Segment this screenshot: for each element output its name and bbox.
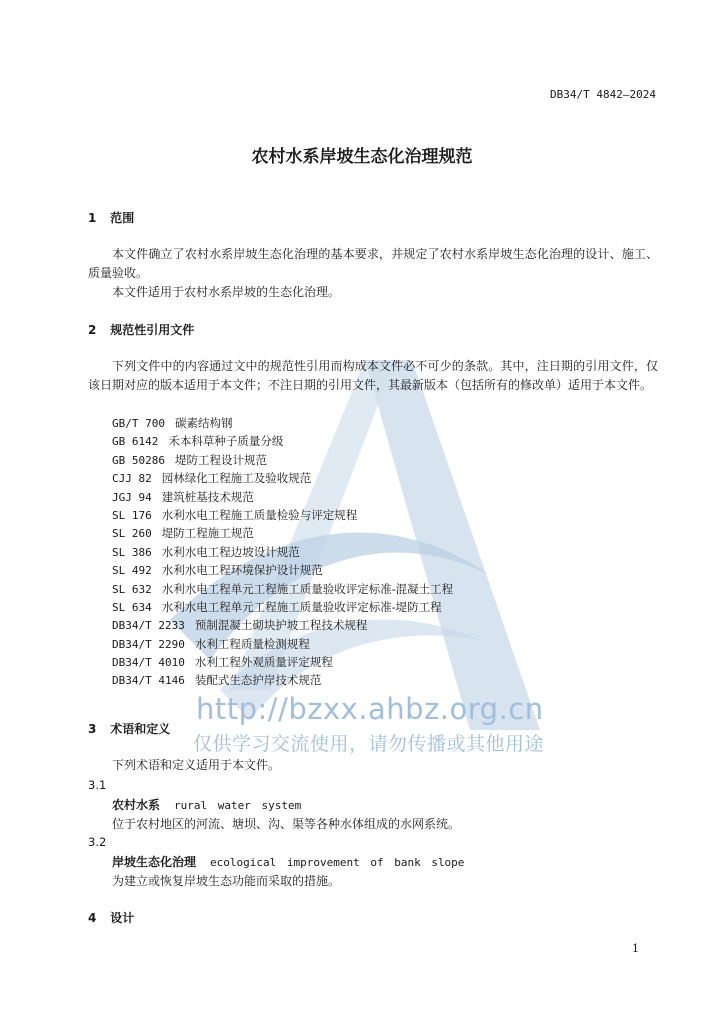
- term-chinese: 农村水系: [112, 798, 161, 812]
- reference-code: JGJ 94: [112, 490, 152, 504]
- reference-title: 水利水电工程单元工程施工质量验收评定标准-混凝土工程: [161, 581, 454, 596]
- list-item: [112, 653, 453, 671]
- list-item: [112, 616, 453, 634]
- reference-title: 预制混凝土砌块护坡工程技术规程: [194, 618, 368, 633]
- section-title: 规范性引用文件: [110, 323, 195, 337]
- list-item: [112, 671, 453, 689]
- list-item: [112, 543, 453, 561]
- reference-title: 水利水电工程环境保护设计规范: [161, 563, 323, 578]
- list-item: [112, 451, 453, 469]
- reference-code: SL 492: [112, 564, 152, 578]
- term-entry: [112, 853, 464, 870]
- reference-title: 禾本科草种子质量分级: [168, 434, 284, 449]
- section-title: 设计: [110, 911, 135, 925]
- reference-code: SL 176: [112, 508, 152, 522]
- section-heading-design: [88, 909, 134, 926]
- reference-title: 水利工程外观质量评定规程: [194, 655, 333, 670]
- reference-code: DB34/T 2233: [112, 619, 185, 633]
- section-number: 4: [88, 911, 97, 925]
- term-entry: [112, 796, 301, 813]
- document-title: 农村水系岸坡生态化治理规范: [251, 147, 473, 167]
- reference-title: 装配式生态护岸技术规范: [194, 673, 322, 688]
- reference-code: SL 632: [112, 582, 152, 596]
- reference-title: 水利水电工程边坡设计规范: [161, 544, 300, 559]
- reference-title: 水利工程质量检测规程: [194, 636, 310, 651]
- reference-code: DB34/T 4010: [112, 656, 185, 670]
- term-chinese: 岸坡生态化治理: [112, 855, 197, 869]
- list-item: [112, 524, 453, 542]
- reference-code: SL 260: [112, 527, 152, 541]
- term-number: 3.2: [88, 835, 107, 849]
- term-english: rural water system: [174, 799, 302, 812]
- section-heading-terms: [88, 720, 170, 737]
- reference-list: [112, 414, 453, 690]
- watermark-notice: 仅供学习交流使用，请勿传播或其他用途: [193, 733, 545, 755]
- term-definition: 位于农村地区的河流、塘坝、沟、渠等各种水体组成的水网系统。: [112, 817, 461, 831]
- watermark-url: http://bzxx.ahbz.org.cn: [196, 692, 544, 726]
- scope-paragraph-2: 本文件适用于农村水系岸坡的生态化治理。: [112, 285, 341, 299]
- section-heading-scope: [88, 209, 134, 226]
- term-definition: 为建立或恢复岸坡生态功能而采取的措施。: [112, 874, 341, 888]
- section-number: 2: [88, 323, 97, 337]
- list-item: [112, 506, 453, 524]
- reference-title: 水利水电工程施工质量检验与评定规程: [161, 507, 358, 522]
- list-item: [112, 488, 453, 506]
- list-item: [112, 580, 453, 598]
- scope-paragraph-1: 本文件确立了农村水系岸坡生态化治理的基本要求，并规定了农村水系岸坡生态化治理的设计、施工、质量验收。: [88, 247, 658, 280]
- reference-code: DB34/T 2290: [112, 637, 185, 651]
- normative-references-intro: 下列文件中的内容通过文中的规范性引用而构成本文件必不可少的条款。其中，注日期的引用文件，仅该日期对应的版本适用于本文件；不注日期的引用文件，其最新版本（包括所有的修改单）适用于本文件。: [88, 359, 658, 392]
- list-item: [112, 432, 453, 450]
- term-number: 3.1: [88, 778, 107, 792]
- term-english: ecological improvement of bank slope: [210, 856, 465, 869]
- section-number: 1: [88, 211, 97, 225]
- list-item: [112, 469, 453, 487]
- reference-code: SL 634: [112, 600, 152, 614]
- standard-code: DB34/T 4842—2024: [550, 88, 656, 101]
- reference-code: DB34/T 4146: [112, 674, 185, 688]
- section-title: 范围: [110, 211, 135, 225]
- list-item: [112, 414, 453, 432]
- reference-title: 堤防工程施工规范: [161, 526, 254, 541]
- page-number: 1: [632, 942, 639, 955]
- section-number: 3: [88, 722, 97, 736]
- terms-intro: 下列术语和定义适用于本文件。: [112, 758, 281, 772]
- reference-code: SL 386: [112, 545, 152, 559]
- reference-title: 水利水电工程单元工程施工质量验收评定标准-堤防工程: [161, 599, 442, 614]
- list-item: [112, 598, 453, 616]
- reference-code: CJJ 82: [112, 472, 152, 486]
- list-item: [112, 561, 453, 579]
- reference-title: 堤防工程设计规范: [174, 452, 267, 467]
- section-title: 术语和定义: [110, 722, 171, 736]
- reference-code: GB/T 700: [112, 417, 165, 430]
- list-item: [112, 635, 453, 653]
- reference-title: 碳素结构钢: [174, 416, 233, 430]
- reference-code: GB 50286: [112, 453, 165, 467]
- section-heading-normative-references: [88, 321, 194, 338]
- reference-code: GB 6142: [112, 435, 159, 449]
- reference-title: 园林绿化工程施工及验收规范: [161, 471, 312, 486]
- reference-title: 建筑桩基技术规范: [161, 489, 254, 504]
